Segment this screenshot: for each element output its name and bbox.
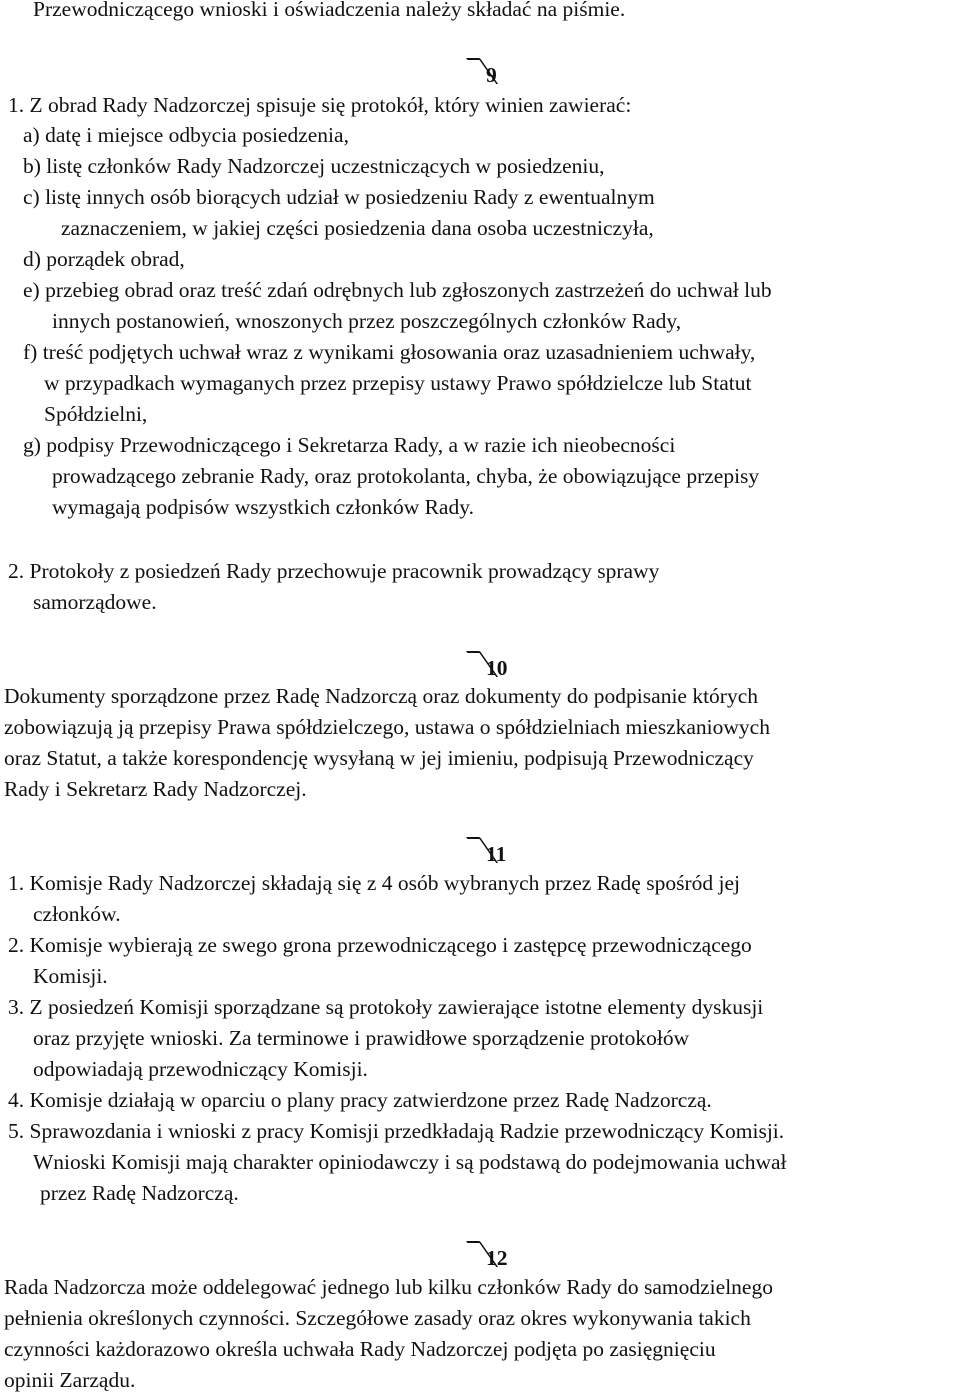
text-line: 1. Komisje Rady Nadzorczej składają się z 4 osób wybranych przez Radę spośród jej xyxy=(8,871,740,895)
text-line: Dokumenty sporządzone przez Radę Nadzorczą oraz dokumenty do podpisanie których xyxy=(4,684,759,708)
text-line: innych postanowień, wnoszonych przez poszczególnych członków Rady, xyxy=(52,309,682,333)
text-line: 2. Protokoły z posiedzeń Rady przechowuje pracownik prowadzący sprawy xyxy=(8,559,660,583)
text-line: g) podpisy Przewodniczącego i Sekretarza Rady, a w razie ich nieobecności xyxy=(23,433,676,457)
text-line: b) listę członków Rady Nadzorczej uczestniczących w posiedzeniu, xyxy=(23,154,605,178)
section-heading-9 xyxy=(466,58,497,91)
text-line: wymagają podpisów wszystkich członków Rady. xyxy=(52,495,474,519)
section-number: 12 xyxy=(486,1246,508,1270)
paragraph-sign-icon xyxy=(466,837,482,865)
text-line: 1. Z obrad Rady Nadzorczej spisuje się protokół, który winien zawierać: xyxy=(8,93,632,117)
text-line: a) datę i miejsce odbycia posiedzenia, xyxy=(23,123,349,147)
text-line: Spółdzielni, xyxy=(44,402,148,426)
text-line: czynności każdorazowo określa uchwała Rady Nadzorczej podjęta po zasięgnięciu xyxy=(4,1337,716,1361)
text-line: Wnioski Komisji mają charakter opiniodawczy i są podstawą do podejmowania uchwał xyxy=(33,1150,787,1174)
text-line: Rady i Sekretarz Rady Nadzorczej. xyxy=(4,777,307,801)
section-number: 11 xyxy=(486,842,507,866)
text-line: przez Radę Nadzorczą. xyxy=(40,1181,239,1205)
text-line: opinii Zarządu. xyxy=(4,1368,136,1392)
section-number: 9 xyxy=(486,63,497,87)
paragraph-sign-icon xyxy=(466,1241,482,1269)
section-heading-11 xyxy=(466,837,506,870)
paragraph-sign-icon xyxy=(466,58,482,86)
intro-line: Przewodniczącego wnioski i oświadczenia należy składać na piśmie. xyxy=(33,0,626,21)
text-line: 3. Z posiedzeń Komisji sporządzane są protokoły zawierające istotne elementy dyskusji xyxy=(8,995,764,1019)
text-line: Rada Nadzorcza może oddelegować jednego lub kilku członków Rady do samodzielnego xyxy=(4,1275,773,1299)
text-line: prowadzącego zebranie Rady, oraz protokolanta, chyba, że obowiązujące przepisy xyxy=(52,464,760,488)
section-heading-12 xyxy=(466,1241,508,1274)
section-heading-10 xyxy=(466,651,508,684)
text-line: oraz przyjęte wnioski. Za terminowe i prawidłowe sporządzenie protokołów xyxy=(33,1026,690,1050)
text-line: odpowiadają przewodniczący Komisji. xyxy=(33,1057,368,1081)
text-line: e) przebieg obrad oraz treść zdań odrębnych lub zgłoszonych zastrzeżeń do uchwał lub xyxy=(23,278,772,302)
text-line: 5. Sprawozdania i wnioski z pracy Komisji przedkładają Radzie przewodniczący Komisji. xyxy=(8,1119,785,1143)
text-line: pełnienia określonych czynności. Szczegółowe zasady oraz okres wykonywania takich xyxy=(4,1306,751,1330)
text-line: oraz Statut, a także korespondencję wysyłaną w jej imieniu, podpisują Przewodniczący xyxy=(4,746,754,770)
text-line: d) porządek obrad, xyxy=(23,247,185,271)
text-line: zobowiązują ją przepisy Prawa spółdzielczego, ustawa o spółdzielniach mieszkaniowych xyxy=(4,715,770,739)
section-number: 10 xyxy=(486,656,508,680)
text-line: 2. Komisje wybierają ze swego grona przewodniczącego i zastępcę przewodniczącego xyxy=(8,933,752,957)
text-line: samorządowe. xyxy=(33,590,157,614)
text-line: f) treść podjętych uchwał wraz z wynikami głosowania oraz uzasadnieniem uchwały, xyxy=(23,340,756,364)
text-line: c) listę innych osób biorących udział w posiedzeniu Rady z ewentualnym xyxy=(23,185,655,209)
text-line: 4. Komisje działają w oparciu o plany pracy zatwierdzone przez Radę Nadzorczą. xyxy=(8,1088,712,1112)
text-line: członków. xyxy=(33,902,121,926)
text-line: Komisji. xyxy=(33,964,108,988)
paragraph-sign-icon xyxy=(466,651,482,679)
text-line: w przypadkach wymaganych przez przepisy ustawy Prawo spółdzielcze lub Statut xyxy=(44,371,752,395)
text-line: zaznaczeniem, w jakiej części posiedzenia dana osoba uczestniczyła, xyxy=(61,216,654,240)
